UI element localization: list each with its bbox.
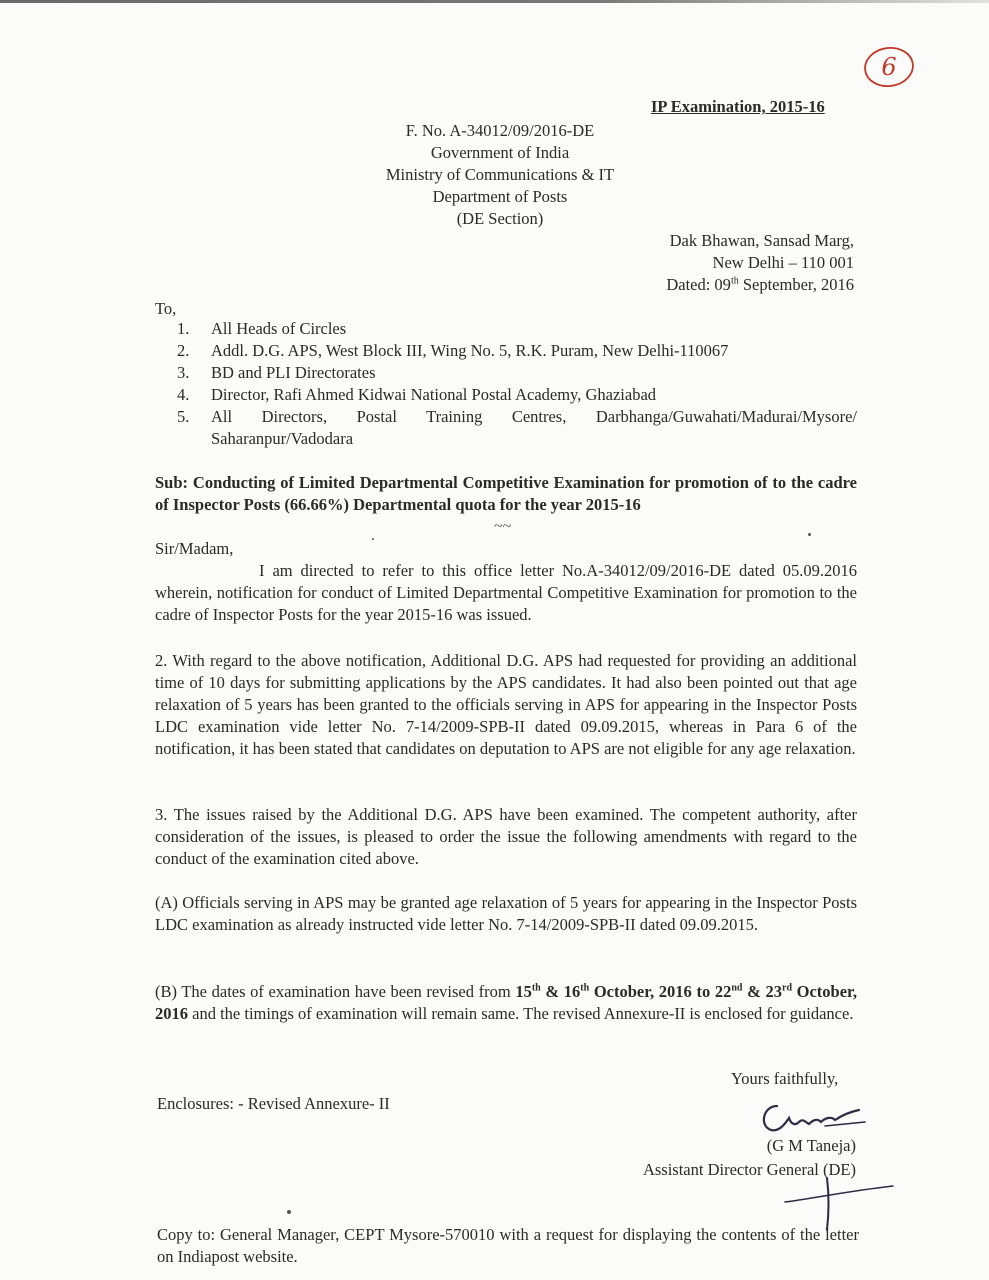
list-item: 3. BD and PLI Directorates [177, 363, 376, 382]
paragraph-a: (A) Officials serving in APS may be granted age relaxation of 5 years for appearing in the Inspector Posts LDC examination as already instructed vide letter No. 7-14/2009-SPB-II dated 09.09.2015. [155, 893, 857, 934]
salutation: Sir/Madam, [155, 539, 234, 558]
section-line: (DE Section) [456, 209, 544, 228]
paragraph-1: I am directed to refer to this office letter No.A-34012/09/2016-DE dated 05.09.2016 wherein, notification for conduct of Limited Departmental Competitive Examination for promotion to the cadre of Inspector Posts for the year 2015-16 was issued. [155, 561, 857, 624]
paragraph-b: (B) The dates of examination have been revised from 15th & 16th October, 2016 to 22nd & 23rd October, 2016 and the timings of examination will remain same. The revised Annexure-II is enclosed for guidance. [155, 982, 857, 1023]
sender-address [556, 230, 854, 296]
page-number-mark [862, 44, 916, 90]
recipient-list [155, 318, 857, 450]
scan-speck [808, 533, 811, 536]
ministry-line: Ministry of Communications & IT [385, 165, 615, 184]
list-item: 2. Addl. D.G. APS, West Block III, Wing No. 5, R.K. Puram, New Delhi-110067 [177, 341, 729, 360]
to-label: To, [155, 299, 177, 318]
list-item: 1. All Heads of Circles [177, 319, 347, 338]
exam-tag: IP Examination, 2015-16 [651, 97, 825, 116]
letter-date: Dated: 09th September, 2016 [666, 275, 854, 294]
signatory-designation: Assistant Director General (DE) [642, 1160, 856, 1179]
address-line-1: Dak Bhawan, Sansad Marg, [669, 231, 854, 250]
page-number-text: 6 [881, 53, 897, 81]
signature [755, 1092, 870, 1140]
list-item: 5. All Directors, Postal Training Centres, Darbhanga/Guwahati/Madurai/Mysore/ Saharanpur/Vadodara [177, 407, 857, 448]
handwritten-circle-icon [862, 44, 916, 90]
department-line: Department of Posts [432, 187, 568, 206]
copy-to-note: Copy to: General Manager, CEPT Mysore-570010 with a request for displaying the contents of the letter on Indiapost website. [157, 1225, 859, 1266]
enclosures-note: Enclosures: - Revised Annexure- II [157, 1094, 390, 1113]
letter-header [300, 120, 700, 230]
signatory-block [556, 1134, 856, 1182]
list-item: 4. Director, Rafi Ahmed Kidwai National Postal Academy, Ghaziabad [177, 385, 657, 404]
scan-speck [287, 1210, 291, 1214]
file-number: F. No. A-34012/09/2016-DE [405, 121, 595, 140]
closing: Yours faithfully, [731, 1069, 839, 1088]
scan-speck [372, 538, 374, 540]
subject-line: Sub: Conducting of Limited Departmental Competitive Examination for promotion of to the cadre of Inspector Posts (66.66%) Departmental quota for the year 2015-16 [155, 473, 857, 514]
top-scan-border [0, 0, 989, 3]
paragraph-3: 3. The issues raised by the Additional D.G. APS have been examined. The competent authority, after consideration of the issues, is pleased to order the issue the following amendments with regard to the conduct of the examination cited above. [155, 805, 857, 868]
signature-icon [755, 1092, 870, 1140]
subject-mark: ~~ [494, 518, 512, 535]
government-line: Government of India [430, 143, 570, 162]
signatory-name: (G M Taneja) [766, 1136, 856, 1155]
address-line-2: New Delhi – 110 001 [712, 253, 854, 272]
paragraph-2: 2. With regard to the above notification, Additional D.G. APS had requested for providing an additional time of 10 days for submitting applications by the APS candidates. It had also been pointed out that age relaxation of 5 years has been granted to the officials serving in APS for appearing in the Inspector Posts LDC examination vide letter No. 7-14/2009-SPB-II dated 09.09.2015, whereas in Para 6 of the notification, it has been stated that candidates on deputation to APS are not eligible for any age relaxation. [155, 651, 857, 758]
